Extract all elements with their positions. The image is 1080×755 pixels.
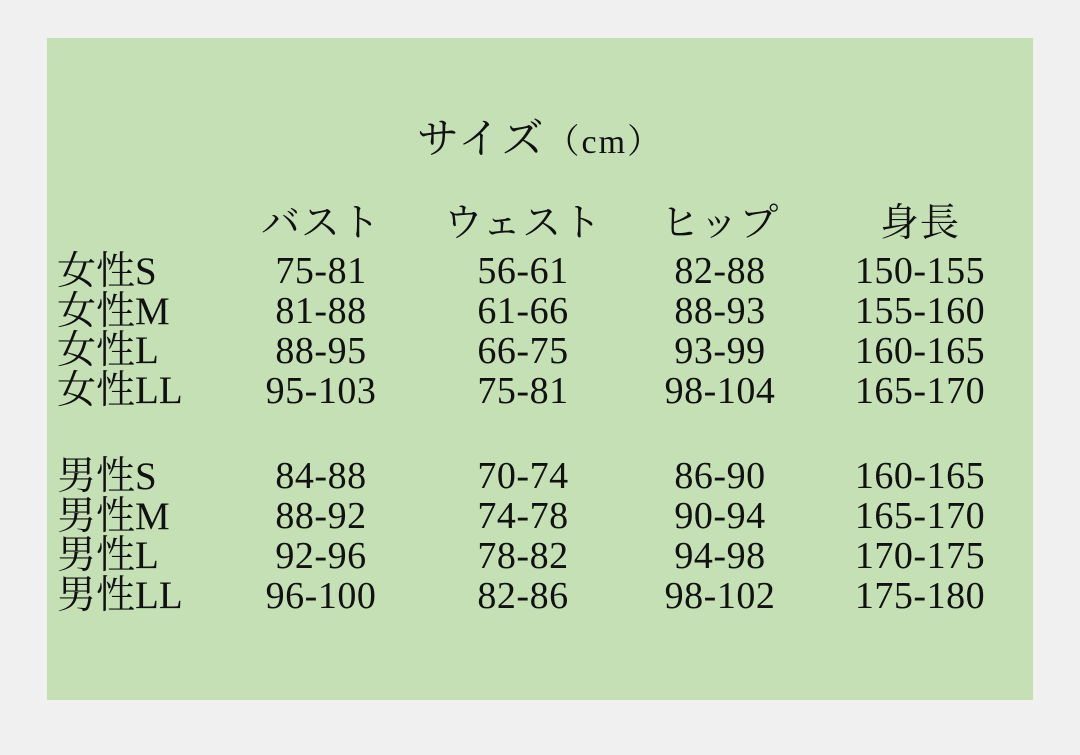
table-row bbox=[53, 536, 1027, 576]
cell-height: 155-160 bbox=[854, 290, 986, 333]
cell-hip: 86-90 bbox=[674, 455, 766, 498]
cell-height: 170-175 bbox=[854, 534, 986, 577]
row-label: 女性M bbox=[57, 289, 170, 333]
cell-waist: 75-81 bbox=[477, 369, 569, 412]
cell-hip: 98-102 bbox=[664, 574, 776, 617]
cell-waist: 70-74 bbox=[477, 455, 569, 498]
size-chart-panel bbox=[47, 38, 1033, 700]
table-header-row bbox=[53, 204, 1027, 252]
cell-waist: 74-78 bbox=[477, 495, 569, 538]
title-main-text: サイズ bbox=[416, 117, 546, 163]
cell-waist: 66-75 bbox=[477, 329, 569, 372]
table-row bbox=[53, 252, 1027, 292]
table-row bbox=[53, 331, 1027, 371]
cell-height: 165-170 bbox=[854, 369, 986, 412]
cell-hip: 82-88 bbox=[674, 250, 766, 293]
table-row bbox=[53, 292, 1027, 332]
cell-bust: 84-88 bbox=[275, 455, 367, 498]
table-section-spacer bbox=[53, 411, 1027, 457]
cell-bust: 88-92 bbox=[275, 495, 367, 538]
table-corner-cell bbox=[53, 204, 223, 252]
cell-bust: 88-95 bbox=[275, 329, 367, 372]
page-title bbox=[47, 106, 1033, 166]
column-header-hip: ヒップ bbox=[660, 202, 780, 245]
cell-height: 175-180 bbox=[854, 574, 986, 617]
row-label: 男性M bbox=[57, 494, 170, 538]
column-header-height: 身長 bbox=[879, 202, 960, 245]
table-row bbox=[53, 457, 1027, 497]
table-row bbox=[53, 576, 1027, 616]
table-row bbox=[53, 371, 1027, 411]
cell-bust: 81-88 bbox=[275, 290, 367, 333]
spacer-cell bbox=[223, 411, 419, 457]
row-label: 女性L bbox=[57, 329, 159, 373]
cell-waist: 82-86 bbox=[477, 574, 569, 617]
spacer-cell bbox=[419, 411, 627, 457]
cell-height: 165-170 bbox=[854, 495, 986, 538]
cell-hip: 94-98 bbox=[674, 534, 766, 577]
size-table bbox=[53, 204, 1027, 616]
size-table-body bbox=[53, 249, 1027, 618]
cell-waist: 61-66 bbox=[477, 290, 569, 333]
spacer-cell bbox=[813, 411, 1027, 457]
cell-height: 160-165 bbox=[854, 455, 986, 498]
row-label: 男性L bbox=[57, 534, 159, 578]
size-table-header bbox=[53, 204, 1027, 252]
cell-hip: 90-94 bbox=[674, 495, 766, 538]
cell-bust: 96-100 bbox=[265, 574, 377, 617]
column-header-bust: バスト bbox=[260, 202, 381, 245]
cell-waist: 56-61 bbox=[477, 250, 569, 293]
row-label: 男性S bbox=[57, 454, 157, 498]
cell-bust: 92-96 bbox=[275, 534, 367, 577]
cell-height: 150-155 bbox=[854, 250, 986, 293]
cell-height: 160-165 bbox=[854, 329, 986, 372]
spacer-cell bbox=[53, 411, 223, 457]
row-label: 女性LL bbox=[57, 369, 183, 413]
cell-bust: 75-81 bbox=[275, 250, 367, 293]
title-unit-text: （cm） bbox=[545, 124, 664, 161]
cell-bust: 95-103 bbox=[265, 369, 377, 412]
spacer-cell bbox=[627, 411, 813, 457]
cell-hip: 88-93 bbox=[674, 290, 766, 333]
cell-hip: 93-99 bbox=[674, 329, 766, 372]
column-header-waist: ウェスト bbox=[443, 202, 603, 245]
cell-hip: 98-104 bbox=[664, 369, 776, 412]
row-label: 男性LL bbox=[57, 574, 183, 618]
cell-waist: 78-82 bbox=[477, 534, 569, 577]
row-label: 女性S bbox=[57, 249, 157, 293]
table-row bbox=[53, 497, 1027, 537]
